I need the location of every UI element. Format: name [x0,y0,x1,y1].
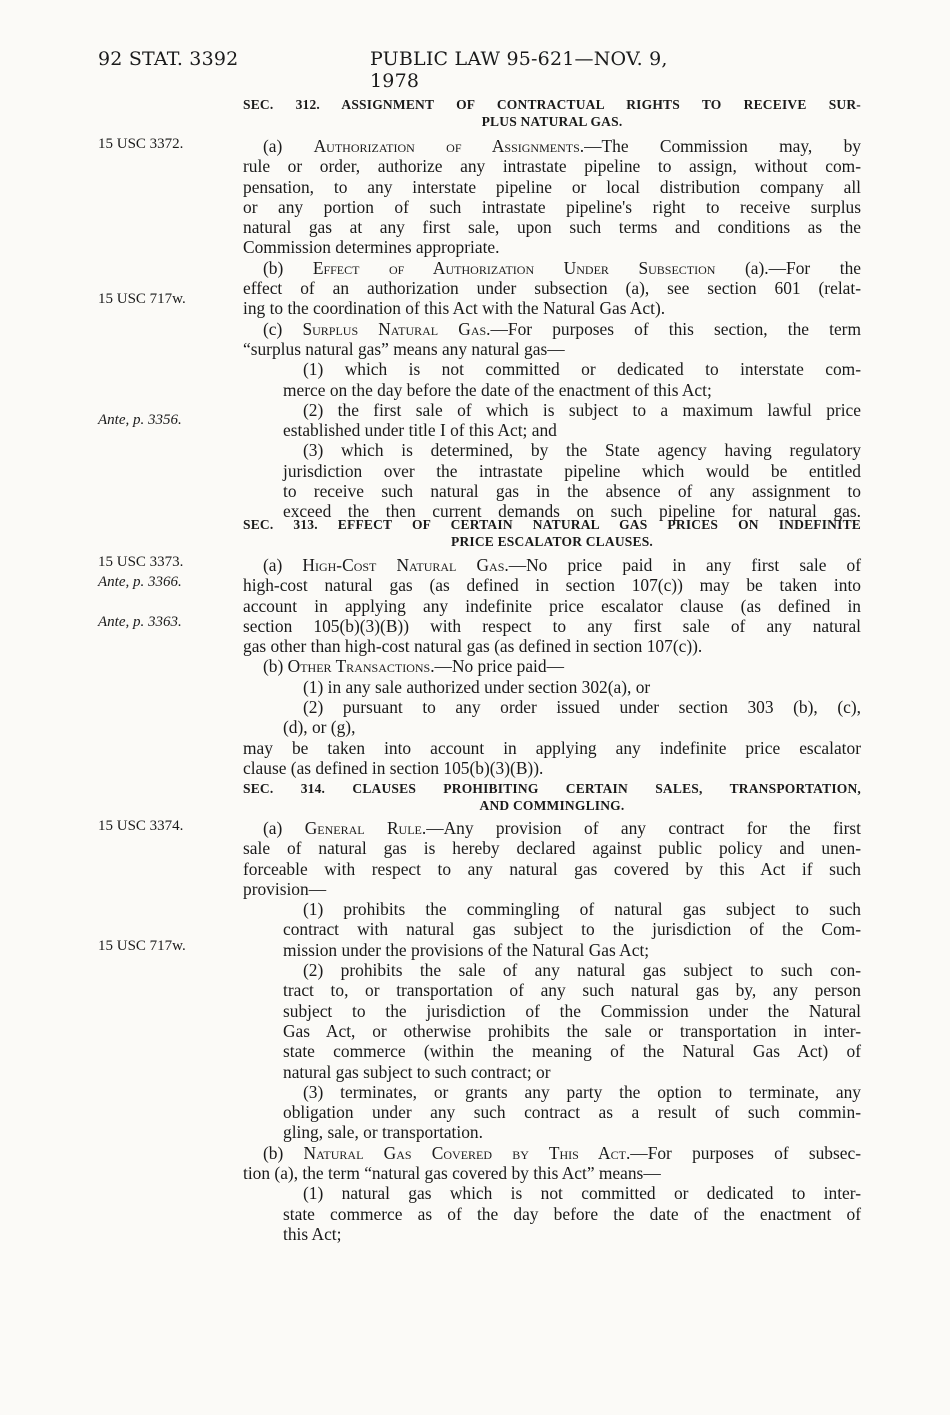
text-fragment: (a) [263,136,314,156]
text-line: natural gas at any first sale, upon such terms and conditions as the [243,217,861,238]
text-line: exceed the then current demands on such pipeline for natural gas. [283,501,861,522]
section-314 [243,780,861,814]
subsection-heading: High-Cost Natural Gas. [302,555,509,575]
text-line [243,656,861,676]
subsection-heading: Authorization of Assignments. [313,136,585,156]
subsection-heading: General Rule. [304,818,427,838]
text-line: subject to the jurisdiction of the Commission under the Natural [283,1000,861,1021]
text-line: (3) which is determined, by the State agency having regulatory [303,440,861,461]
text-fragment: —Any provision of any contract for the first [426,818,861,838]
text-line: effect of an authorization under subsection (a), see section 601 (relat- [243,278,861,299]
text-line: (1) in any sale authorized under section 302(a), or [303,676,651,697]
text-line: sale of natural gas is hereby declared against public policy and unen- [243,838,861,859]
margin-citation [98,574,182,591]
text-line: section 105(b)(3)(B)) with respect to any first sale of any natural [243,615,861,636]
subsection-heading: Effect of Authorization Under Subsection [312,257,716,278]
text-fragment: —No price paid— [434,656,564,677]
margin-citation [98,412,182,429]
text-fragment: (b) [263,257,313,278]
text-line: clause (as defined in section 105(b)(3)(B)). [243,757,544,778]
text-line: gas other than high-cost natural gas (as defined in section 107(c)). [243,636,703,657]
text-fragment: (a) [263,818,305,838]
text-line: may be taken into account in applying any indefinite price escalator [243,737,861,758]
text-line: (2) the first sale of which is subject to a maximum lawful price [303,399,861,420]
text-line: state commerce (within the meaning of the Natural Gas Act) of [283,1041,861,1062]
section-314-body [243,818,861,1244]
text-line: ing to the coordination of this Act with the Natural Gas Act). [243,298,666,319]
margin-citation-text: Ante, p. 3363. [98,614,182,630]
statute-page: 92 STAT. 3392 [98,48,239,70]
text-line: contract with natural gas subject to the jurisdiction of the Com- [283,919,861,940]
section-heading: PLUS NATURAL GAS. [481,114,623,129]
subsection-heading: Other Transactions. [287,656,435,677]
text-fragment: (c) [263,318,303,339]
law-title: PUBLIC LAW 95-621—NOV. 9, 1978 [370,48,668,92]
margin-citation-text: Ante, p. 3366. [98,574,182,590]
text-line: Commission determines appropriate. [243,237,500,258]
text-line [243,319,861,339]
text-line: state commerce as of the day before the date of the enactment of [283,1203,861,1224]
text-line: mission under the provisions of the Natural Gas Act; [283,939,650,960]
text-line: provision— [243,878,327,899]
section-313 [243,516,861,550]
text-line [243,258,861,278]
margin-citation: 15 USC 717w. [98,291,186,307]
margin-citation: 15 USC 3373. [98,554,184,570]
text-line: account in applying any indefinite price escalator clause (as defined in [243,595,861,616]
section-heading: PRICE ESCALATOR CLAUSES. [451,534,653,549]
text-line: jurisdiction over the intrastate pipeline which would be entitled [283,460,861,481]
text-line [243,555,861,575]
text-line: (1) prohibits the commingling of natural gas subject to such [303,899,861,920]
text-line [243,1143,861,1163]
text-line: this Act; [283,1223,342,1244]
margin-citation: 15 USC 3372. [98,136,184,152]
text-line: forceable with respect to any natural gas covered by this Act if such [243,858,861,879]
text-line: (2) pursuant to any order issued under section 303 (b), (c), [303,697,861,718]
section-heading: AND COMMINGLING. [479,798,625,813]
text-line: merce on the day before the date of the enactment of this Act; [283,379,712,400]
text-line: (1) which is not committed or dedicated to interstate com- [303,359,861,380]
text-fragment: (a).—For the [715,257,861,278]
margin-citation: 15 USC 3374. [98,818,184,834]
section-heading: SEC. 312. ASSIGNMENT OF CONTRACTUAL RIGHTS TO RECEIVE SUR- [243,97,861,112]
section-heading: SEC. 313. EFFECT OF CERTAIN NATURAL GAS PRICES ON INDEFINITE [243,517,861,532]
text-line: high-cost natural gas (as defined in section 107(c)) may be taken into [243,575,861,596]
text-fragment: (b) [263,1142,304,1163]
text-line: (1) natural gas which is not committed or dedicated to inter- [303,1183,861,1204]
margin-citation: 15 USC 717w. [98,938,186,954]
section-heading: SEC. 314. CLAUSES PROHIBITING CERTAIN SALES, TRANSPORTATION, [243,781,861,796]
subsection-heading: Natural Gas Covered by This Act. [303,1142,631,1163]
text-fragment: —No price paid in any first sale of [508,555,862,575]
text-line: obligation under any such contract as a result of such commin- [283,1102,861,1123]
text-line: rule or order, authorize any intrastate pipeline to assign, without com- [243,156,861,177]
text-line: (3) terminates, or grants any party the option to terminate, any [303,1081,861,1102]
section-312 [243,96,861,130]
subsection-a [243,136,861,522]
margin-citation [98,614,182,631]
section-313-body [243,555,861,778]
text-fragment: (a) [263,555,303,575]
text-line: natural gas subject to such contract; or [283,1061,551,1082]
text-line: “surplus natural gas” means any natural gas— [243,338,565,359]
text-line: to receive such natural gas in the absence of any assignment to [283,481,861,502]
text-line: pensation, to any interstate pipeline or local distribution company all [243,176,861,197]
text-line: tion (a), the term “natural gas covered by this Act” means— [243,1163,661,1184]
text-line: gling, sale, or transportation. [283,1122,483,1143]
text-line: (d), or (g), [283,717,356,738]
subsection-heading: Surplus Natural Gas. [302,318,491,339]
text-line: tract to, or transportation of any such natural gas by, any person [283,980,861,1001]
text-line: (2) prohibits the sale of any natural gas subject to such con- [303,960,861,981]
text-line: established under title I of this Act; and [283,420,557,441]
text-fragment: —For purposes of subsec- [630,1142,861,1163]
text-line: Gas Act, or otherwise prohibits the sale or transportation in inter- [283,1020,861,1041]
text-fragment: —The Commission may, by [584,136,861,156]
text-fragment: (b) [263,656,288,677]
margin-citation-text: Ante, p. 3356. [98,412,182,428]
text-line [243,818,861,838]
text-line [243,136,861,156]
text-fragment: —For purposes of this section, the term [490,318,861,339]
text-line: or any portion of such intrastate pipeline's right to receive surplus [243,196,861,217]
